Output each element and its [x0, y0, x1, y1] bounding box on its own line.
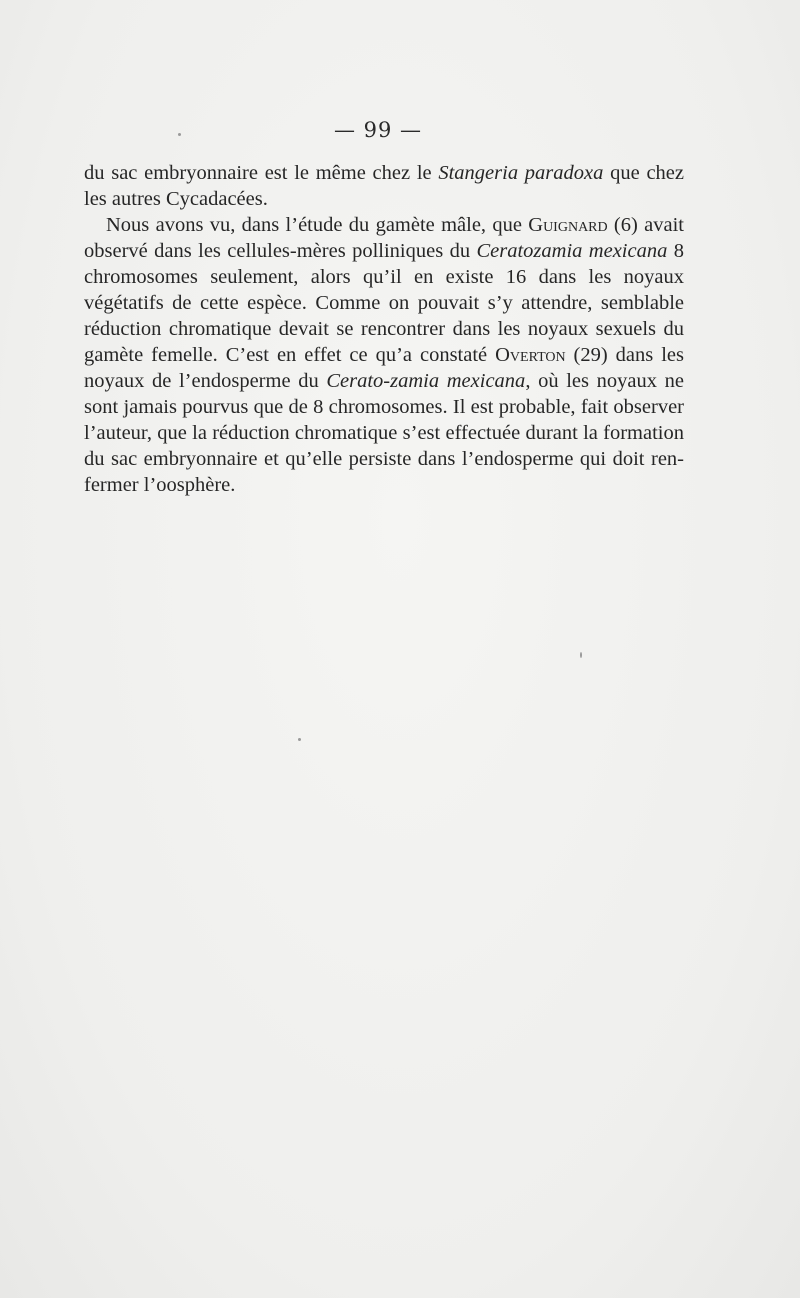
text-run: (29) dans les noyaux de l’endosperme du: [84, 344, 684, 392]
author-name: Guignard: [528, 214, 608, 236]
paragraph: [84, 160, 684, 212]
text-run: , où les noyaux ne sont jamais pourvus que de 8 chromosomes. Il est probable, fait observer l’auteur, que la réduction chromatique s’est effectuée durant la formation du sac embryonnaire et qu’elle persiste dans l’endosperme qui doit ren-fermer l’oosphère.: [84, 370, 684, 496]
italic-text: Stangeria paradoxa: [438, 162, 604, 184]
paper-speck: [178, 133, 181, 136]
paper-speck: [298, 738, 301, 741]
page-number: — 99 —: [333, 118, 423, 142]
author-name: Overton: [495, 344, 566, 366]
paragraph: [84, 212, 684, 498]
text-run: 8 chromosomes seulement, alors qu’il en existe 16 dans les noyaux végétatifs de cette espèce. Comme on pouvait s’y attendre, semblable réduction chromatique devait se rencontrer dans les noyaux sexuels du gamète femelle. C’est en effet ce qu’a constaté: [84, 240, 684, 366]
text-run: (6) avait observé dans les cellules-mères polliniques du: [84, 214, 684, 262]
body-text: [84, 160, 684, 498]
text-run: Nous avons vu, dans l’étude du gamète mâle, que: [106, 214, 529, 236]
text-run: du sac embryonnaire est le même chez le: [84, 162, 439, 184]
paper-speck: [580, 652, 582, 658]
text-run: que chez les autres Cycadacées.: [84, 162, 684, 210]
italic-text: Ceratozamia mexicana: [476, 240, 668, 262]
italic-text: Cerato-zamia mexicana: [326, 370, 526, 392]
